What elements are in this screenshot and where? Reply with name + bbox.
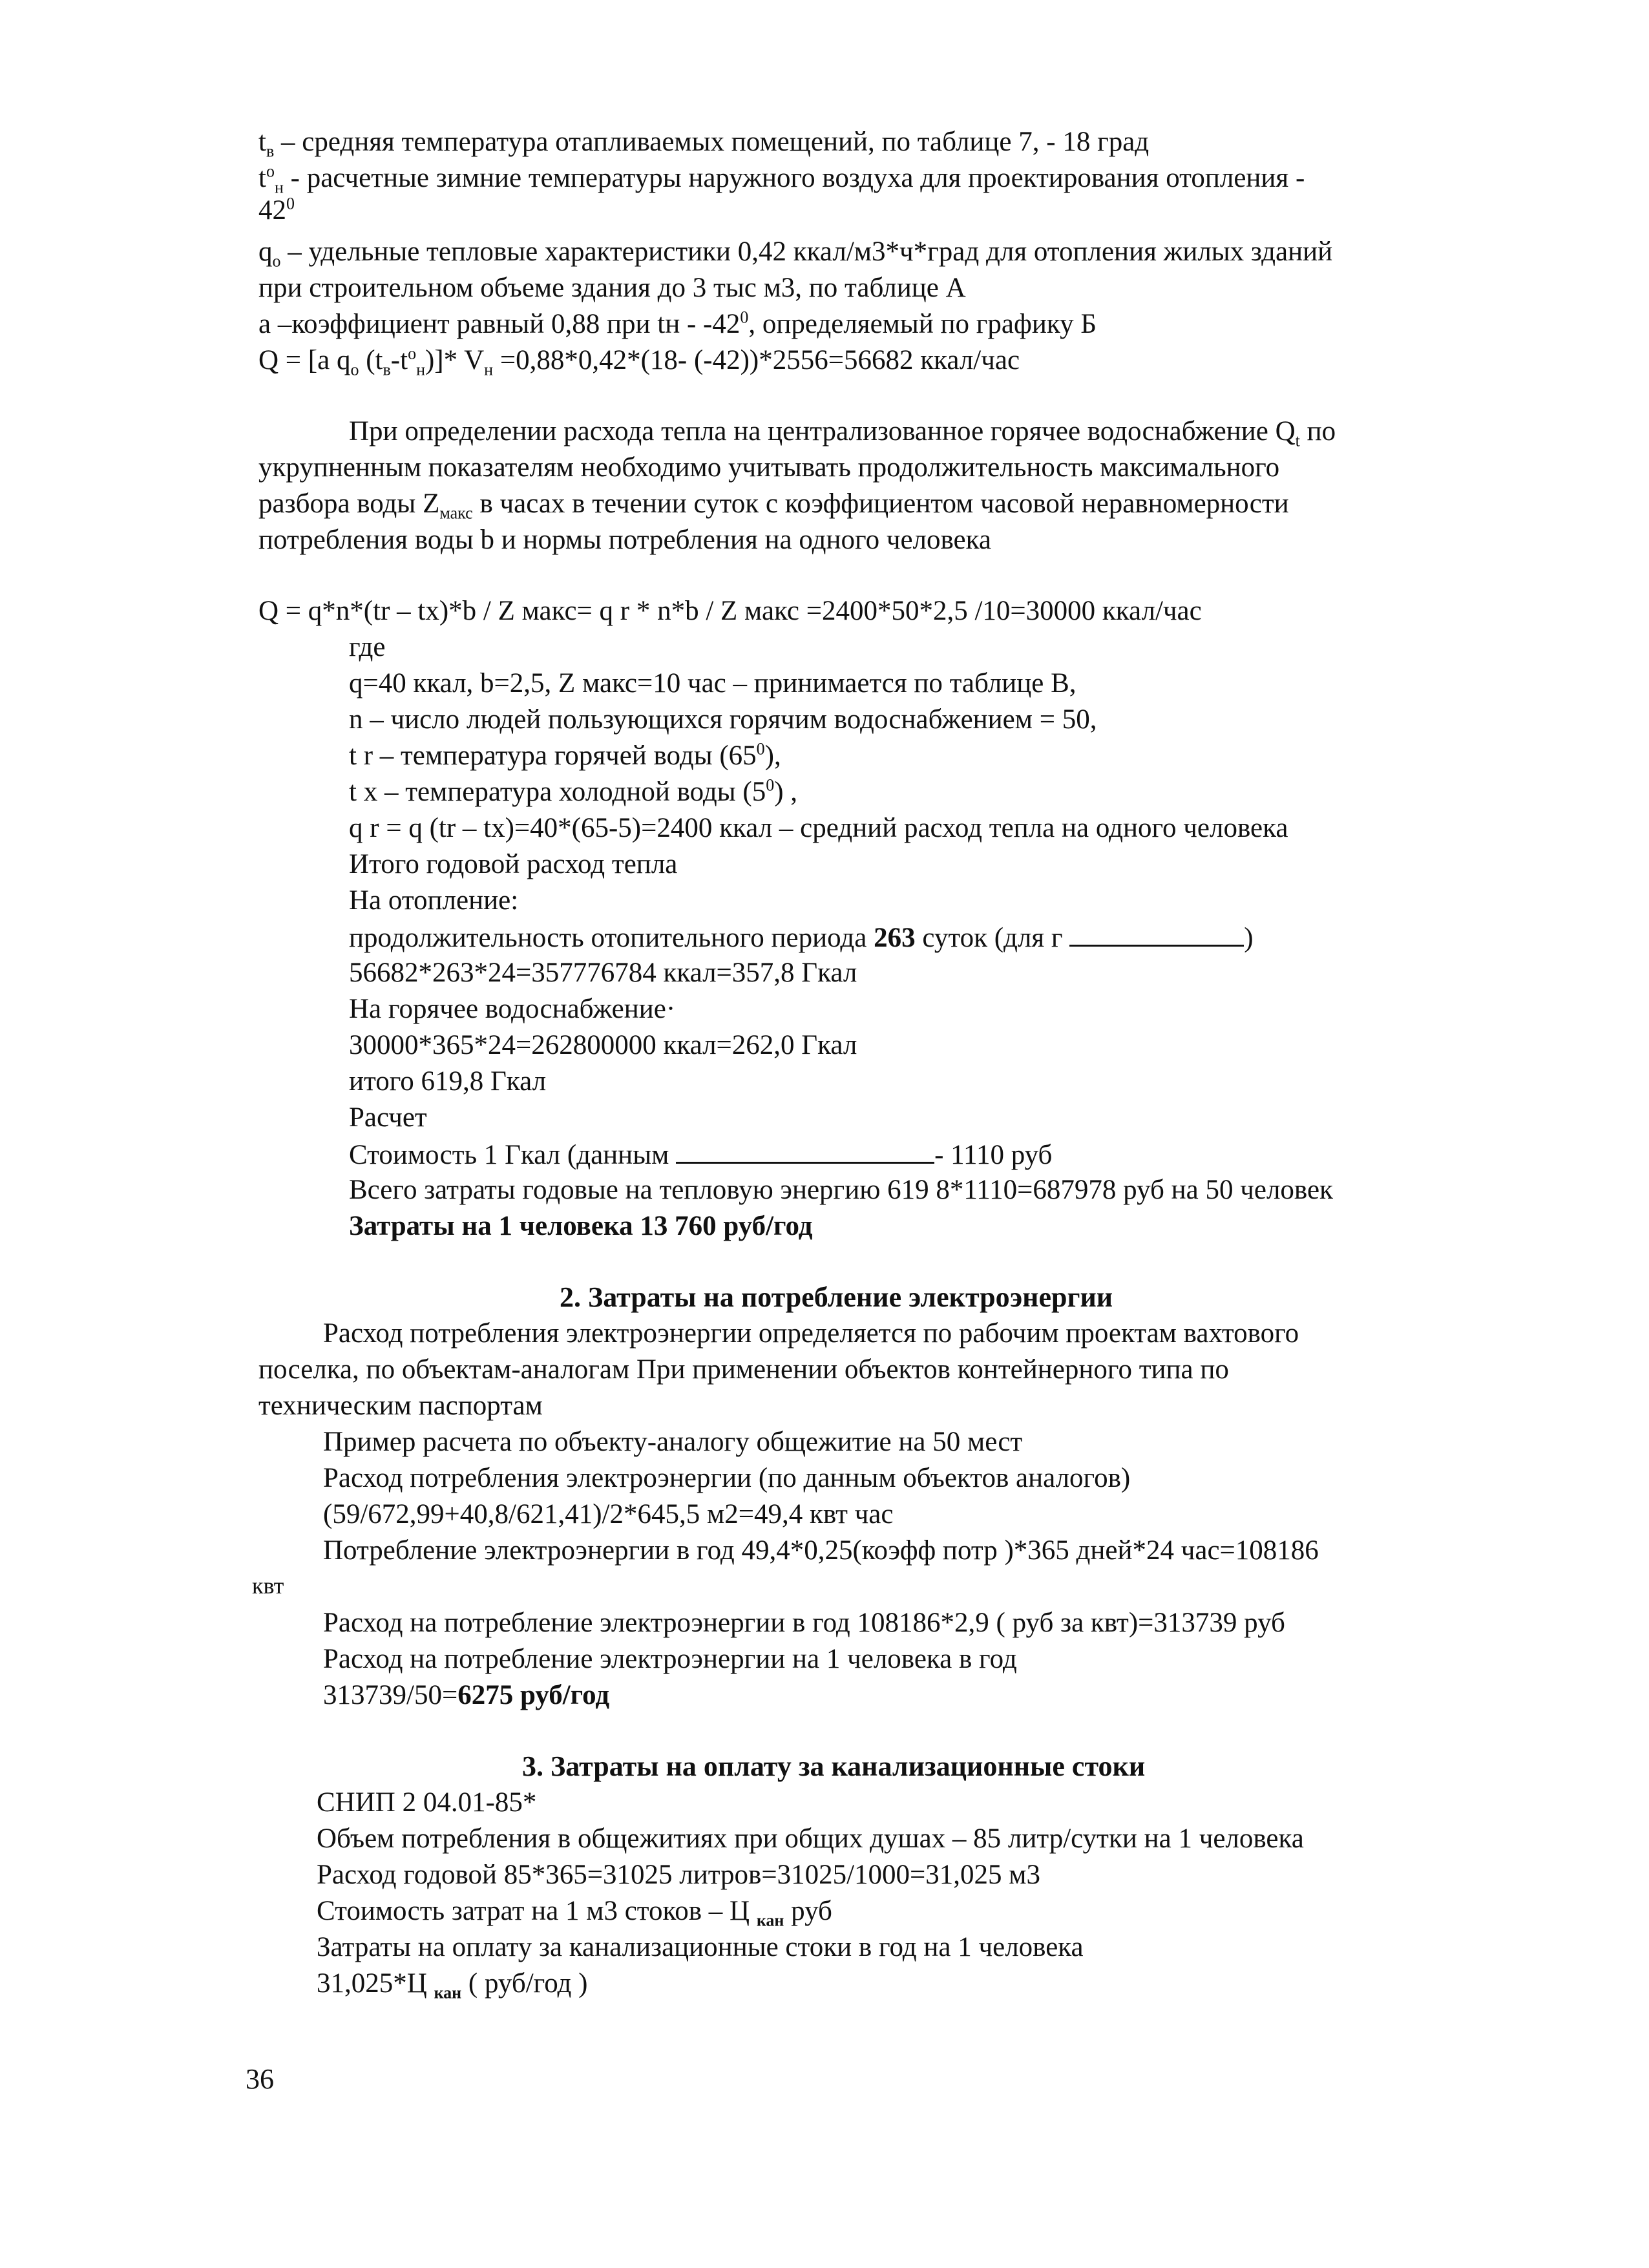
electricity-line-8: квт — [252, 1573, 284, 1599]
sewage-line-4: Стоимость затрат на 1 м3 стоков – Ц $_{кан}$ руб — [317, 1896, 832, 1930]
blank-source-field — [676, 1136, 934, 1164]
sewage-line-2: Объем потребления в общежитиях при общих душах – 85 литр/сутки на 1 человека — [317, 1823, 1304, 1854]
line-heating-calc: 56682*263*24=357776784 ккал=357,8 Гкал — [349, 958, 857, 988]
line-building-volume: при строительном объеме здания до 3 тыс м3, по таблице А — [258, 273, 966, 303]
line-hot-water-calc: 30000*365*24=262800000 ккал=262,0 Гкал — [349, 1030, 857, 1060]
paragraph-hot-water-line-1: При определении расхода тепла на централизованное горячее водоснабжение $Q_t$ по — [349, 416, 1336, 450]
line-param-tr: t r – температура горячей воды $(65^0)$, — [349, 739, 781, 771]
blank-city-field — [1069, 919, 1244, 947]
line-annual-heat-total: Итого годовой расход тепла — [349, 849, 678, 879]
line-heat-cost-per-person: Затраты на 1 человека 13 760 руб/год — [349, 1211, 813, 1241]
electricity-line-10: Расход на потребление электроэнергии на 1 человека в год — [323, 1644, 1017, 1674]
line-calculation-label: Расчет — [349, 1102, 427, 1133]
electricity-line-7: Потребление электроэнергии в год 49,4*0,25(коэфф потр )*365 дней*24 час=108186 — [323, 1535, 1319, 1566]
sewage-line-1: СНИП 2 04.01-85* — [317, 1787, 537, 1818]
line-param-n: n – число людей пользующихся горячим водоснабжением = 50, — [349, 704, 1097, 735]
line-param-tx: t x – температура холодной воды $(5^0)$ , — [349, 775, 798, 807]
page-number: 36 — [246, 2063, 274, 2095]
heading-sewage: 3. Затраты на оплату за канализационные стоки — [522, 1750, 1146, 1782]
formula-heating-q: Q = [a $q_о$ $(t_в-t^о_н)]*$ $V_н =0,88*0,42*(18-$ (-42))*2556=56682 ккал/час — [258, 344, 1020, 379]
line-total-gcal: итого 619,8 Гкал — [349, 1066, 547, 1097]
line-annual-heat-cost: Всего затраты годовые на тепловую энергию 619 8*1110=687978 руб на 50 человек — [349, 1175, 1333, 1205]
electricity-line-9: Расход на потребление электроэнергии в год 108186*2,9 ( руб за квт)=313739 руб — [323, 1608, 1285, 1638]
sewage-line-6: 31,025*Ц $_{кан}$ ( руб/год ) — [317, 1968, 588, 2002]
heading-electricity: 2. Затраты на потребление электроэнергии — [560, 1281, 1113, 1313]
line-tn-value: $42^0$ — [258, 194, 295, 226]
electricity-line-2: поселка, по объектам-аналогам При применении объектов контейнерного типа по — [258, 1354, 1229, 1385]
electricity-line-6: (59/672,99+40,8/621,41)/2*645,5 м2=49,4 квт час — [323, 1499, 894, 1529]
electricity-line-1: Расход потребления электроэнергии определяется по рабочим проектам вахтового — [323, 1318, 1299, 1349]
line-heating-label: На отопление: — [349, 885, 519, 916]
line-qo-definition: $q_о$ – удельные тепловые характеристики 0,42 ккал/м3*ч*град для отопления жилых зданий — [258, 236, 1333, 271]
electricity-line-4: Пример расчета по объекту-аналогу общежитие на 50 мест — [323, 1427, 1023, 1457]
line-coefficient-a: а –коэффициент равный 0,88 при tн - $-42^0$, определяемый по графику Б — [258, 308, 1097, 339]
line-tv-definition: $t_в$ – средняя температура отапливаемых помещений, по таблице 7, - 18 град — [258, 127, 1150, 161]
paragraph-hot-water-line-4: потребления воды b и нормы потребления на одного человека — [258, 525, 991, 555]
line-hot-water-label: На горячее водоснабжение· — [349, 994, 676, 1024]
electricity-line-3: техническим паспортам — [258, 1391, 543, 1421]
formula-hot-water-q: Q = q*n*(tr – tx)*b / Z макс= q r * n*b / Z макс =2400*50*2,5 /10=30000 ккал/час — [258, 596, 1202, 626]
line-param-qr: q r = q (tr – tx)=40*(65-5)=2400 ккал – средний расход тепла на одного человека — [349, 813, 1288, 843]
sewage-line-5: Затраты на оплату за канализационные стоки в год на 1 человека — [317, 1932, 1084, 1962]
line-where: где — [349, 632, 386, 662]
electricity-cost-per-person: 313739/50=6275 руб/год — [323, 1680, 610, 1710]
electricity-line-5: Расход потребления электроэнергии (по данным объектов аналогов) — [323, 1463, 1131, 1493]
line-gcal-cost: Стоимость 1 Гкал (данным - 1110 руб — [349, 1136, 1052, 1173]
paragraph-hot-water-line-3: разбора воды $Z_{макс}$ в часах в течении суток с коэффициентом часовой неравномерности — [258, 488, 1289, 523]
line-params-q-b-z: q=40 ккал, b=2,5, Z макс=10 час – принимается по таблице В, — [349, 668, 1077, 698]
sewage-line-3: Расход годовой 85*365=31025 литров=31025/1000=31,025 м3 — [317, 1860, 1040, 1890]
line-tn-definition: $t^о_н$ - расчетные зимние температуры наружного воздуха для проектирования отопления - — [258, 162, 1305, 197]
paragraph-hot-water-line-2: укрупненным показателям необходимо учитывать продолжительность максимального — [258, 452, 1280, 483]
line-heating-period: продолжительность отопительного периода 263 суток (для г ) — [349, 919, 1254, 956]
